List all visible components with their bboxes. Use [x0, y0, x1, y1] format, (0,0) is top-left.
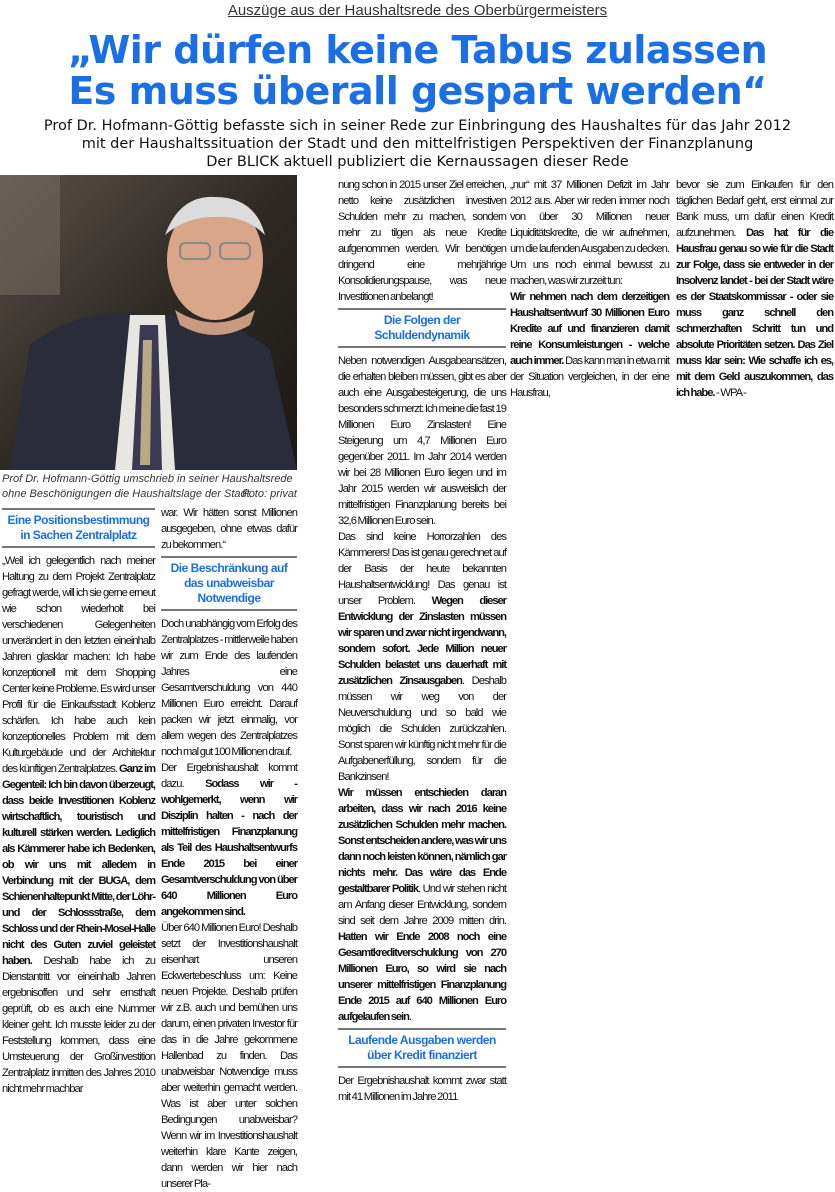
- section-heading: Die Folgen der Schuldendynamik: [338, 308, 506, 348]
- body-text: „Weil ich gelegentlich nach meiner Haltung zu dem Projekt Zentralplatz gefragt werde, will ich sie gerne erneut wie schon wiederholt bei verschiedenen Gelegenheiten unverändert in den letzten eineinhalb Jahren glasklar machen: Ich habe konzeptionell mit dem Shopping Center keine Probleme. Es wird unser Profil für die Einkaufsstadt Koblenz schärfen. Ich habe auch kein konzeptionelles Problem mit dem Kulturgebäude und der Architektur des künftigen Zentralplatzes.: [2, 555, 155, 775]
- photo-caption: [2, 472, 297, 502]
- article-column-4: [510, 177, 669, 401]
- article-column-3: [338, 177, 506, 1105]
- paragraph: [338, 785, 506, 1025]
- paragraph: [338, 529, 506, 785]
- body-text: .: [408, 1011, 412, 1023]
- paragraph: [676, 177, 833, 401]
- bold-text: Sodass wir - wohlgemerkt, wenn wir Disziplin halten - nach der mittelfristigen Finanzplanung als Teil des Haushaltsentwurfs Ende 2015 bei einer Gesamtverschuldung von über 640 Millionen Euro angekommen sind.: [161, 778, 297, 918]
- body-text: Deshalb habe ich zu Dienstantritt vor eineinhalb Jahren ergebnisoffen und sehr ernsthaft geprüft, ob es auch eine Nummer kleiner geht. Ich musste leider zu der Feststellung kommen, dass eine Umsteuerung der Großinvestition Zentralplatz inmitten des Jahres 2010 nicht mehr machbar: [2, 955, 155, 1095]
- paragraph: [161, 760, 297, 920]
- kicker-text: Auszüge aus der Haushaltsrede des Oberbürgermeisters: [227, 2, 608, 19]
- body-text: . Deshalb müssen wir weg von der Neuverschuldung und so bald wie möglich die Schulden zurückzahlen. Sonst sparen wir künftig nicht mehr für die Aufgabenerfüllung, sondern für die Bankzinsen!: [338, 675, 506, 783]
- body-text: nung schon in 2015 unser Ziel erreichen, netto keine zusätzlichen investiven Schulden mehr zu machen, sondern mehr zu tilgen als neue Kredite aufgenommen werden. Wir benötigen dringend eine mehrjährige Konsolidierungspause, was neue Investitionen anbelangt!: [338, 179, 506, 303]
- paragraph: [510, 177, 669, 289]
- body-text: Über 640 Millionen Euro! Deshalb setzt der Investitionshaushalt eisenhart unseren Eckwertebeschluss um: Keine neuen Projekte. Deshalb prüfen wir z.B. auch und bemühen uns darum, einen privaten Investor für das in die Jahre gekommene Hallenbad zu finden. Das unabweisbar Notwendige muss aber weiterhin gemacht werden. Was ist aber unter solchen Bedingungen unabweisbar? Wenn wir im Investitionshaushalt weiterhin klare Kante zeigen, dann werden wir hier nach unserer Pla-: [161, 922, 297, 1190]
- article-column-2: [161, 505, 297, 1192]
- body-text: Der Ergebnishaushalt kommt zwar statt mit 41 Millionen im Jahre 2011: [338, 1075, 506, 1103]
- paragraph: [510, 289, 669, 401]
- body-text: - WPA -: [714, 387, 746, 399]
- subline-line-1: Prof Dr. Hofmann-Göttig befasste sich in seiner Rede zur Einbringung des Haushaltes für das Jahr 2012: [43, 118, 792, 134]
- bold-text: Ganz im Gegenteil: Ich bin davon überzeugt, dass beide Investitionen Koblenz wirtschaftlich, touristisch und kulturell stärken werden. Lediglich als Kämmerer habe ich Bedenken, ob wir uns mit alledem in Verbindung mit der BUGA, dem Schienenhaltepunkt Mitte, der Löhr- und der Schlossstraße, dem Schloss und der Rhein-Mosel-Halle nicht des Guten zuviel geleistet haben.: [2, 763, 155, 967]
- subline: [0, 117, 835, 171]
- body-text: war. Wir hätten sonst Millionen ausgegeben, ohne etwas dafür zu bekommen.“: [161, 507, 297, 551]
- photo-credit: Foto: privat: [241, 488, 297, 500]
- bold-text: Wir nehmen nach dem derzeitigen Haushaltsentwurf 30 Millionen Euro Kredite auf und finanzieren damit reine Konsumleistungen - welche auch immer.: [510, 291, 669, 367]
- paragraph: [338, 177, 506, 305]
- article-column-5: [676, 177, 833, 401]
- paragraph: [161, 616, 297, 760]
- paragraph: [2, 553, 155, 1097]
- body-text: Der Ergebnishaushalt kommt dazu.: [161, 762, 297, 790]
- section-heading: Die Beschränkung auf das unabweisbar Notwendige: [161, 556, 297, 611]
- kicker: [0, 2, 835, 19]
- paragraph: [161, 920, 297, 1192]
- paragraph: [338, 1073, 506, 1105]
- body-text: „nur“ mit 37 Millionen Defizit im Jahr 2012 aus. Aber wir reden immer noch von über 30 Millionen neuer Liquiditätskredite, die wir aufnehmen, um die laufenden Ausgaben zu decken. Um uns noch einmal bewusst zu machen, was wir zurzeit tun:: [510, 179, 669, 287]
- body-text: Das kann man in etwa mit der Situation vergleichen, in der eine Hausfrau,: [510, 355, 669, 399]
- portrait-photo: [0, 175, 297, 470]
- bold-text: Wir müssen entschieden daran arbeiten, dass wir nach 2016 keine zusätzlichen Schulden mehr machen. Sonst entscheiden andere, was wir uns dann noch leisten können, nämlich gar nichts mehr. Das wäre das Ende gestaltbarer Politik: [338, 787, 506, 895]
- subline-line-2: mit der Haushaltssituation der Stadt und den mittelfristigen Perspektiven der Finanzplanung: [81, 136, 754, 152]
- headline-line-1: „Wir dürfen keine Tabus zulassen: [67, 28, 768, 72]
- body-text: . Und wir stehen nicht am Anfang dieser Entwicklung, sondern sind seit dem Jahre 2009 mitten drin.: [338, 883, 506, 927]
- article-column-1: [2, 505, 155, 1097]
- subline-line-3: Der BLICK aktuell publiziert die Kernaussagen dieser Rede: [206, 154, 629, 170]
- paragraph: [338, 353, 506, 529]
- bold-text: Wegen dieser Entwicklung der Zinslasten müssen wir sparen und zwar nicht irgendwann, sondern sofort. Jede Million neuer Schulden belastet uns dauerhaft mit zusätzlichen Zinsausgaben: [338, 595, 506, 687]
- body-text: bevor sie zum Einkaufen für den täglichen Bedarf geht, erst einmal zur Bank muss, um dafür einen Kredit aufzunehmen.: [676, 179, 833, 239]
- section-heading: Eine Positionsbestimmung in Sachen Zentralplatz: [2, 508, 155, 548]
- body-text: Neben notwendigen Ausgabeansätzen, die erhalten bleiben müssen, gibt es aber auch eine Ausgabesteigerung, die uns besonders schmerzt: Ich meine die fast 19 Millionen Euro Zinslasten! Eine Steigerung um 4,7 Millionen Euro gegenüber 2011. Im Jahr 2014 werden wir bei 28 Millionen Euro liegen und im Jahr 2015 werden wir ausweislich der mittelfristigen Finanzplanung bereits bei 32,6 Millionen Euro sein.: [338, 355, 506, 527]
- paragraph: [161, 505, 297, 553]
- caption-text: Prof Dr. Hofmann-Göttig umschrieb in seiner Haushaltsrede ohne Beschönigungen die Haushaltslage der Stadt.: [2, 473, 293, 500]
- headline: [0, 30, 835, 112]
- headline-line-2: Es muss überall gespart werden“: [68, 69, 767, 113]
- body-text: Das sind keine Horrorzahlen des Kämmerers! Das ist genau gerechnet auf der Basis der heute bekannten Haushaltsentwicklung! Das genau ist unser Problem.: [338, 531, 506, 607]
- bold-text: Hatten wir Ende 2008 noch eine Gesamtkreditverschuldung von 270 Millionen Euro, so wird sie nach unserer mittelfristigen Finanzplanung Ende 2015 auf 640 Millionen Euro aufgelaufen sein: [338, 931, 506, 1023]
- body-text: Doch unabhängig vom Erfolg des Zentralplatzes - mittlerweile haben wir zum Ende des laufenden Jahres eine Gesamtverschuldung von 440 Millionen Euro erreicht. Darauf packen wir jetzt einmalig, vor allem wegen des Zentralplatzes noch mal gut 100 Millionen drauf.: [161, 618, 297, 758]
- section-heading: Laufende Ausgaben werden über Kredit finanziert: [338, 1028, 506, 1068]
- bold-text: Das hat für die Hausfrau genau so wie für die Stadt zur Folge, dass sie entweder in der Insolvenz landet - bei der Stadt wäre es der Staatskommissar - oder sie muss ganz schnell den schmerzhaften Schritt tun und absolute Prioritäten setzen. Das Ziel muss klar sein: Wie schaffe ich es, mit dem Geld auszukommen, das ich habe.: [676, 227, 833, 399]
